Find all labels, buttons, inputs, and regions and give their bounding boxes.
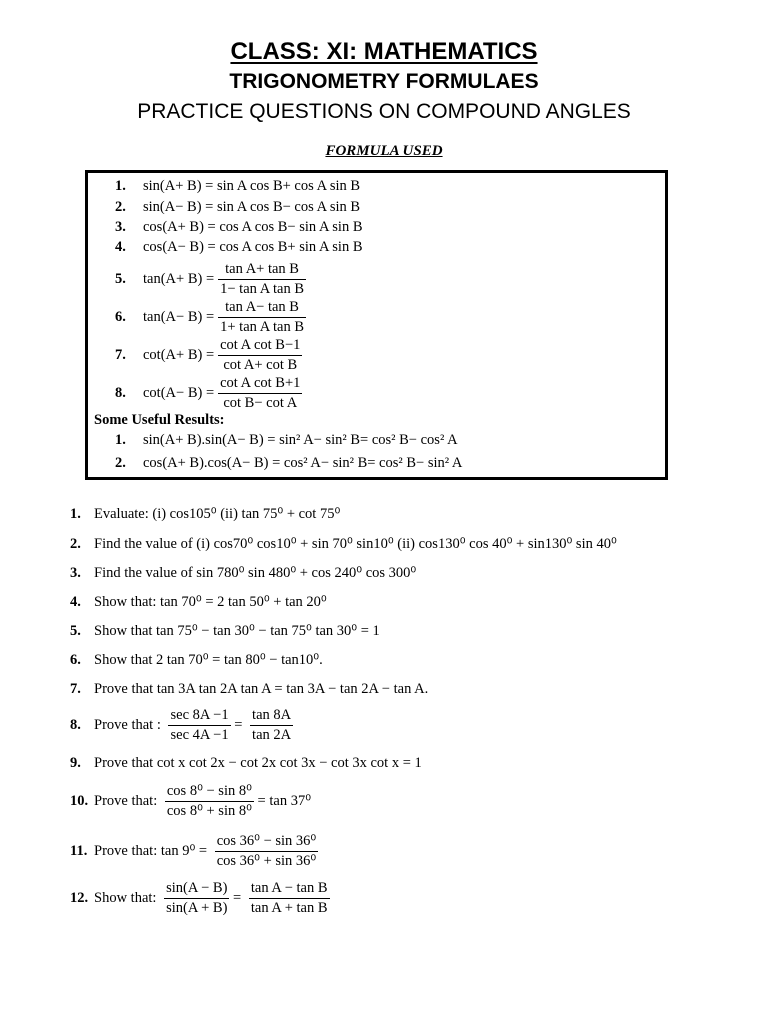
question-7: 7. Prove that tan 3A tan 2A tan A = tan 3A − tan 2A − tan A. bbox=[70, 681, 429, 697]
question-11: 11. Prove that: tan 9⁰ = $\frac{\text{cos 36⁰ − sin 36⁰}}{\text{cos 36⁰ + sin 36⁰}}$ bbox=[70, 833, 317, 869]
question-6: 6. Show that 2 tan 70⁰ = tan 80⁰ − tan10⁰. bbox=[70, 652, 323, 668]
fraction: $\frac{\text{tan A − tan B}}{\text{tan A + tan B}}$ bbox=[250, 880, 328, 916]
formula-row: 2. sin(A− B) = sin A cos B− cos A sin B bbox=[115, 199, 361, 215]
formula-row: 3. cos(A+ B) = cos A cos B− sin A sin B bbox=[115, 219, 363, 235]
question-2: 2. Find the value of (i) cos70⁰ cos10⁰ + sin 70⁰ sin10⁰ (ii) cos130⁰ cos 40⁰ + sin130⁰ sin 40⁰ bbox=[70, 536, 617, 552]
fraction: $\frac{\sin(A - B)}{\sin(A + B)}$ bbox=[166, 880, 228, 916]
formula-row: 1. sin(A+ B) = sin A cos B+ cos A sin B bbox=[115, 178, 361, 194]
question-9: 9. Prove that cot x cot 2x − cot 2x cot 3x − cot 3x cot x = 1 bbox=[70, 755, 422, 771]
formula-row: 7. cot(A+ B) = $\frac{\text{cot A cot B−1}}{\text{cot A+ cot B}}$ bbox=[115, 337, 301, 373]
question-5: 5. Show that tan 75⁰ − tan 30⁰ − tan 75⁰ tan 30⁰ = 1 bbox=[70, 623, 380, 639]
fraction: $\frac{\text{cos 36⁰ − sin 36⁰}}{\text{cos 36⁰ + sin 36⁰}}$ bbox=[216, 833, 317, 869]
fraction: $\frac{\text{cos 8⁰ − sin 8⁰}}{\text{cos 8⁰ + sin 8⁰}}$ bbox=[166, 783, 252, 819]
question-12: 12. Show that: $\frac{\sin(A - B)}{\sin(A + B)}$ = $\frac{\text{tan A − tan B}}{\text{tan A + tan B}}$ bbox=[70, 880, 328, 916]
formula-row: 6. tan(A− B) = $\frac{\text{tan A− tan B}}{\text{1+ tan A tan B}}$ bbox=[115, 299, 305, 335]
fraction: $\frac{\text{tan A− tan B}}{\text{1+ tan A tan B}}$ bbox=[220, 299, 305, 335]
formula-row: 4. cos(A− B) = cos A cos B+ sin A sin B bbox=[115, 239, 363, 255]
question-3: 3. Find the value of sin 780⁰ sin 480⁰ + cos 240⁰ cos 300⁰ bbox=[70, 565, 417, 581]
question-1: 1. Evaluate: (i) cos105⁰ (ii) tan 75⁰ + cot 75⁰ bbox=[70, 506, 341, 522]
fraction: $\frac{\text{cot A cot B+1}}{\text{cot B− cot A}}$ bbox=[220, 375, 301, 411]
useful-row: 1. sin(A+ B).sin(A− B) = sin² A− sin² B= cos² B− cos² A bbox=[115, 432, 458, 448]
formula-heading: FORMULA USED bbox=[325, 143, 443, 159]
page-topic: PRACTICE QUESTIONS ON COMPOUND ANGLES bbox=[137, 100, 631, 123]
formula-row: 8. cot(A− B) = $\frac{\text{cot A cot B+1}}{\text{cot B− cot A}}$ bbox=[115, 375, 301, 411]
question-10: 10. Prove that: $\frac{\text{cos 8⁰ − sin 8⁰}}{\text{cos 8⁰ + sin 8⁰}}$ = tan 37⁰ bbox=[70, 783, 312, 819]
formula-row: 5. tan(A+ B) = $\frac{\text{tan A+ tan B}}{\text{1− tan A tan B}}$ bbox=[115, 261, 305, 297]
question-8: 8. Prove that : $\frac{\sec 8A -1}{\sec 4A -1}$ = $\frac{\tan 8A}{\tan 2A}$ bbox=[70, 707, 292, 743]
useful-results-heading: Some Useful Results: bbox=[94, 412, 225, 428]
fraction: $\frac{\text{cot A cot B−1}}{\text{cot A+ cot B}}$ bbox=[220, 337, 301, 373]
useful-row: 2. cos(A+ B).cos(A− B) = cos² A− sin² B= cos² B− sin² A bbox=[115, 455, 463, 471]
page-title: CLASS: XI: MATHEMATICS bbox=[230, 38, 538, 65]
page-subtitle: TRIGONOMETRY FORMULAES bbox=[229, 70, 539, 93]
question-4: 4. Show that: tan 70⁰ = 2 tan 50⁰ + tan 20⁰ bbox=[70, 594, 327, 610]
fraction: $\frac{\sec 8A -1}{\sec 4A -1}$ bbox=[170, 707, 229, 743]
fraction: $\frac{\tan 8A}{\tan 2A}$ bbox=[252, 707, 292, 743]
fraction: $\frac{\text{tan A+ tan B}}{\text{1− tan A tan B}}$ bbox=[220, 261, 305, 297]
